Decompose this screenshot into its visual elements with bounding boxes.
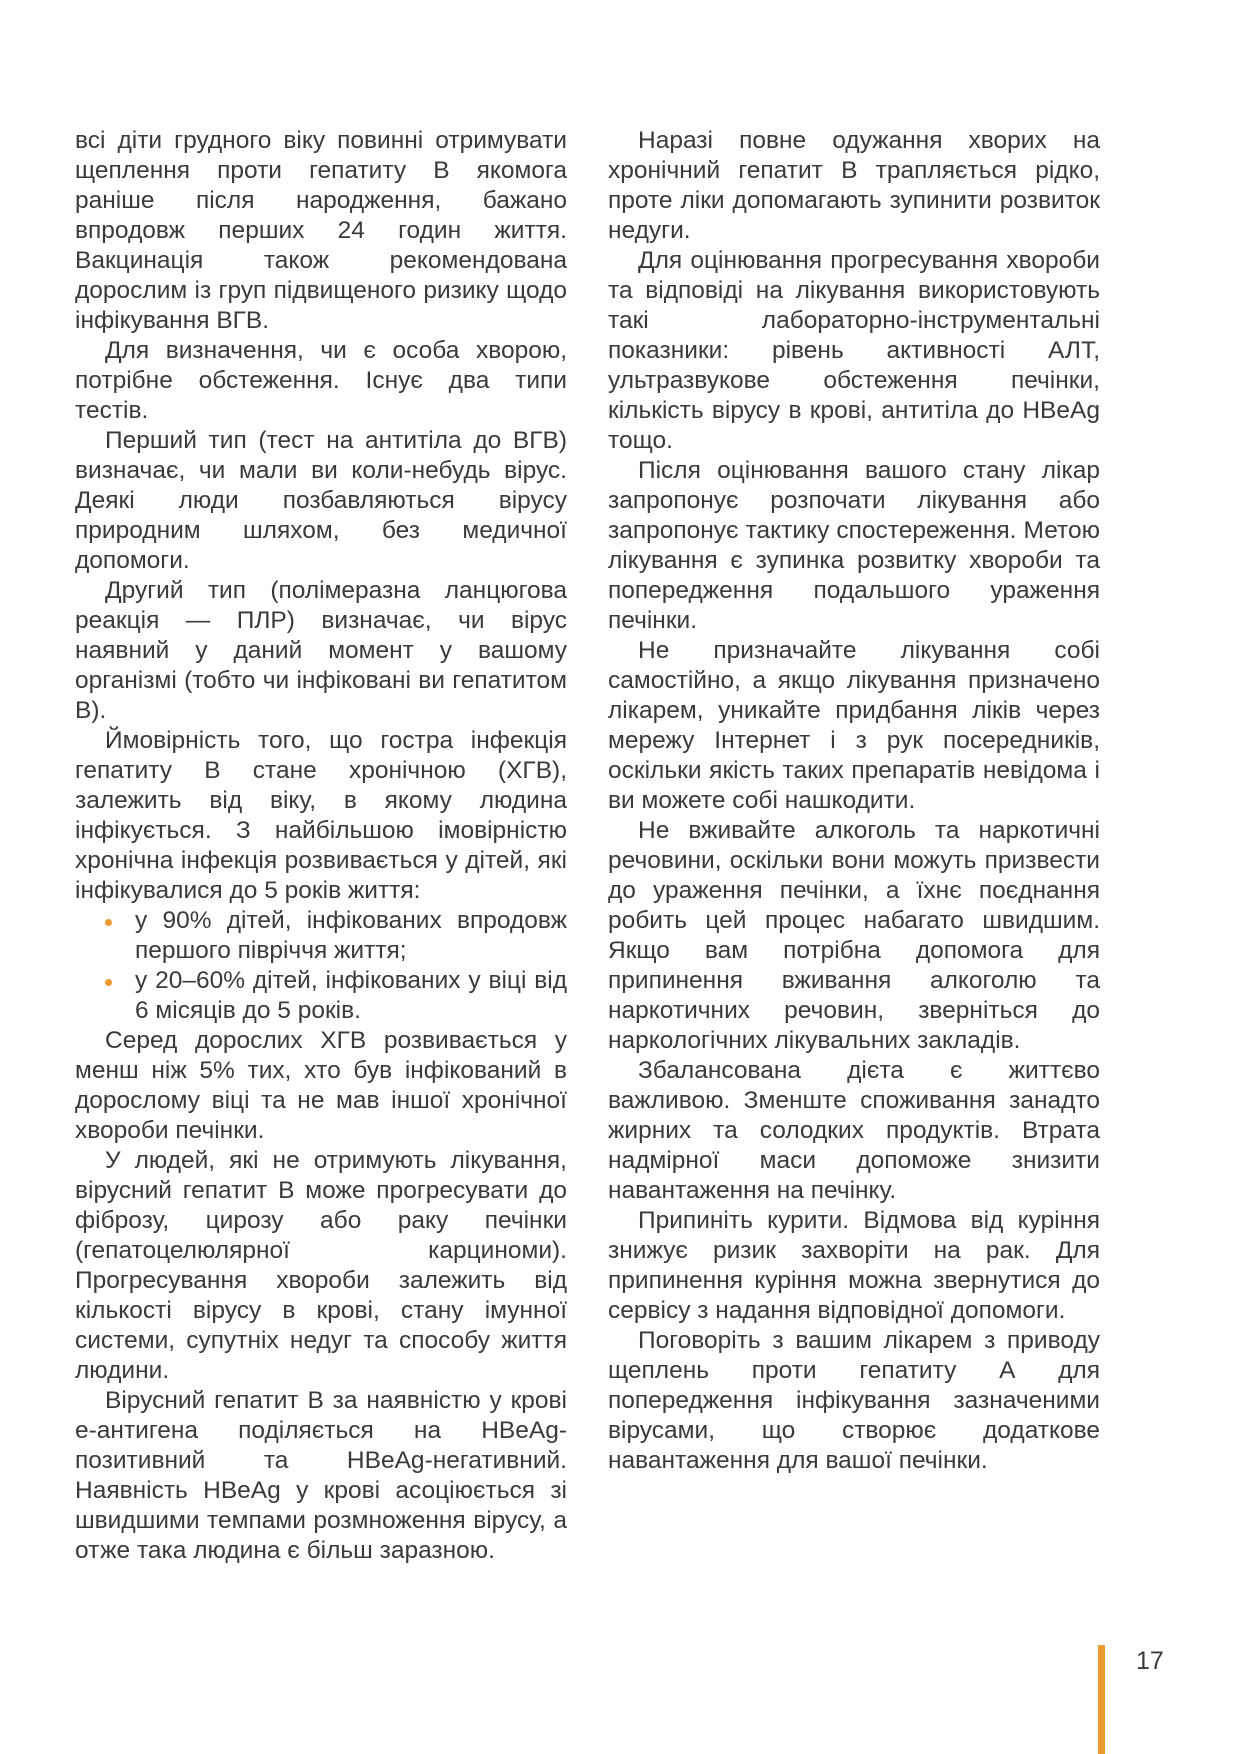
paragraph: Серед дорослих ХГВ розвивається у менш ніж 5% тих, хто був інфікований в дорослому віці та не мав іншої хронічної хвороби печінки. (75, 1027, 567, 1144)
paragraph: Для оцінювання прогресування хвороби та відповіді на лікування використовують такі лабораторно-інструментальні показники: рівень активності АЛТ, ультразвукове обстеження печінки, кількість вірусу в крові, антитіла до HBeAg тощо. (608, 247, 1100, 454)
paragraph: Перший тип (тест на антитіла до ВГВ) визначає, чи мали ви коли-небудь вірус. Деякі люди позбавляються вірусу природним шляхом, без медичної допомоги. (75, 427, 567, 574)
paragraph: Наразі повне одужання хворих на хронічний гепатит В трапляється рідко, проте ліки допомагають зупинити розвиток недуги. (608, 127, 1100, 244)
paragraph: Вірусний гепатит В за наявністю у крові е-антигена поділяється на HBeAg-позитивний та HBeAg-негативний. Наявність HBeAg у крові асоціюється зі швидшими темпами розмноження вірусу, а отже така людина є більш заразною. (75, 1387, 567, 1564)
right-column (608, 126, 1100, 1476)
paragraph: Для визначення, чи є особа хворою, потрібне обстеження. Існує два типи тестів. (75, 337, 567, 424)
bullet-icon (105, 979, 112, 986)
paragraph: Не вживайте алкоголь та наркотичні речовини, оскільки вони можуть призвести до ураження печінки, а їхнє поєднання робить цей процес набагато швидшим. Якщо вам потрібна допомога для припинення вживання алкоголю та наркотичних речовин, зверніться до наркологічних лікувальних закладів. (608, 817, 1100, 1054)
page-accent-bar (1098, 1645, 1105, 1754)
left-column (75, 126, 567, 1566)
list-item (135, 906, 567, 966)
paragraph: Поговоріть з вашим лікарем з приводу щеплень проти гепатиту А для попередження інфікування зазначеними вірусами, що створює додаткове навантаження для вашої печінки. (608, 1327, 1100, 1474)
page-number: 17 (1136, 1647, 1164, 1675)
bullet-list (75, 906, 567, 1026)
bullet-icon (105, 919, 112, 926)
list-item-text: у 90% дітей, інфікованих впродовж першого півріччя життя; (135, 907, 567, 964)
paragraph: Не призначайте лікування собі самостійно, а якщо лікування призначено лікарем, уникайте придбання ліків через мережу Інтернет і з рук посередників, оскільки якість таких препаратів невідома і ви можете собі нашкодити. (608, 637, 1100, 814)
paragraph: Після оцінювання вашого стану лікар запропонує розпочати лікування або запропонує тактику спостереження. Метою лікування є зупинка розвитку хвороби та попередження подальшого ураження печінки. (608, 457, 1100, 634)
list-item-text: у 20–60% дітей, інфікованих у віці від 6 місяців до 5 років. (135, 967, 567, 1024)
paragraph: Припиніть курити. Відмова від куріння знижує ризик захворіти на рак. Для припинення куріння можна звернутися до сервісу з надання відповідної допомоги. (608, 1207, 1100, 1324)
paragraph: Другий тип (полімеразна ланцюгова реакція — ПЛР) визначає, чи вірус наявний у даний момент у вашому організмі (тобто чи інфіковані ви гепатитом В). (75, 577, 567, 724)
paragraph: У людей, які не отримують лікування, вірусний гепатит В може прогресувати до фіброзу, цирозу або раку печінки (гепатоцелюлярної карциноми). Прогресування хвороби залежить від кількості вірусу в крові, стану імунної системи, супутніх недуг та способу життя людини. (75, 1147, 567, 1384)
list-item (135, 966, 567, 1026)
paragraph: всі діти грудного віку повинні отримувати щеплення проти гепатиту В якомога раніше після народження, бажано впродовж перших 24 годин життя. Вакцинація також рекомендована дорослим із груп підвищеного ризику щодо інфікування ВГВ. (75, 127, 567, 334)
paragraph: Ймовірність того, що гостра інфекція гепатиту В стане хронічною (ХГВ), залежить від віку, в якому людина інфікується. З найбільшою імовірністю хронічна інфекція розвивається у дітей, які інфікувалися до 5 років життя: (75, 727, 567, 904)
paragraph: Збалансована дієта є життєво важливою. Зменште споживання занадто жирних та солодких продуктів. Втрата надмірної маси допоможе знизити навантаження на печінку. (608, 1057, 1100, 1204)
